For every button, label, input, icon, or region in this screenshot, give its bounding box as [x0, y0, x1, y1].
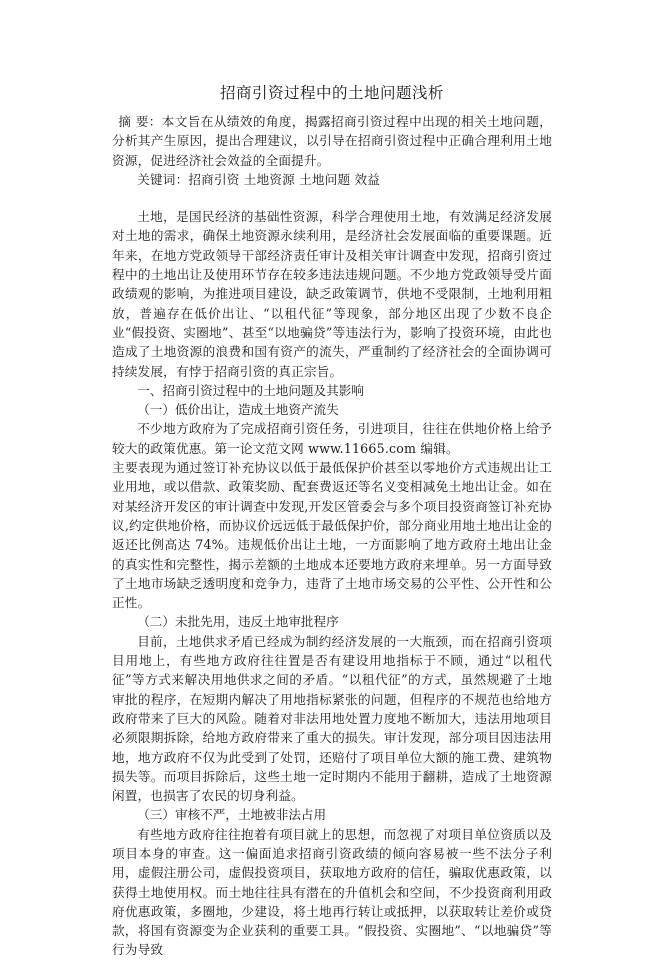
- subsection1-paragraph-2: 主要表现为通过签订补充协议以低于最低保护价甚至以零地价方式违规出让工业用地，或以借款、政策奖励、配套费返还等名义变相减免土地出让金。如在对某经济开发区的审计调查中发现,开发区管委会与多个项目投资商签订补充协议,约定供地价格，而协议价远远低于最低保护价，部分商业用地土地出让金的返还比例高达 74%。违规低价出让土地，一方面影响了地方政府土地出让金的真实性和完整性，揭示差额的土地成本还要地方政府来埋单。另一方面导致了土地市场缺乏透明度和竞争力，违背了土地市场交易的公平性、公开性和公正性。: [112, 460, 552, 611]
- paper-title: 招商引资过程中的土地问题浅析: [219, 84, 444, 102]
- keywords-label: 关键词：: [137, 171, 189, 187]
- subsection3-heading: （三）审核不严，土地被非法占用: [137, 807, 327, 823]
- keywords: [112, 170, 552, 189]
- subsection3-paragraph-1: 有些地方政府往往抱着有项目就上的思想，而忽视了对项目单位资质以及项目本身的审查。这一偏面追求招商引资政绩的倾向容易被一些不法分子利用，虚假注册公司，虚假投资项目，获取地方政府的信任，骗取优惠政策，以获得土地使用权。而土地往往具有潜在的升值机会和空间，不少投资商利用政府优惠政策，多圈地，少建设，将土地再行转让或抵押，以获取转让差价或贷款，将国有资源变为企业获利的重要工具。“假投资、实圈地”、“以地骗贷”等行为导致: [112, 826, 552, 958]
- intro-paragraph: 土地，是国民经济的基础性资源，科学合理使用土地，有效满足经济发展对土地的需求，确保土地资源永续利用，是经济社会发展面临的重要课题。近年来，在地方党政领导干部经济责任审计及相关审计调查中发现，招商引资过程中的土地出让及使用环节存在较多违法违规问题。不少地方党政领导受片面政绩观的影响，为推进项目建设，缺乏政策调节，供地不受限制，土地利用粗放，普遍存在低价出让、“以租代征”等现象，部分地区出现了少数不良企业“假投资、实圈地”、甚至“以地骗贷”等违法行为，影响了投资环境，由此也造成了土地资源的浪费和国有资产的流失，严重制约了经济社会的全面协调可持续发展，有悖于招商引资的真正宗旨。: [112, 209, 552, 379]
- subsection1-paragraph-1: 不少地方政府为了完成招商引资任务，引进项目，往往在供地价格上给予较大的政策优惠。第一论文范文网 www.11665.com 编辑。: [112, 421, 552, 456]
- subsection2-heading: （二）未批先用，违反土地审批程序: [137, 614, 339, 630]
- document-page: [112, 82, 552, 960]
- keywords-text: 招商引资 土地资源 土地问题 效益: [188, 171, 381, 187]
- subsection1-heading: （一）低价出让，造成土地资产流失: [137, 402, 339, 418]
- section1-heading: 一、招商引资过程中的土地问题及其影响: [137, 382, 364, 398]
- abstract-label: 摘 要：: [118, 114, 162, 129]
- abstract: [112, 112, 552, 170]
- abstract-text: 本文旨在从绩效的角度，揭露招商引资过程中出现的相关土地问题，分析其产生原因，提出合理建议，以引导在招商引资过程中正确合理利用土地资源，促进经济社会效益的全面提升。: [112, 114, 553, 168]
- subsection2-paragraph-1: 目前，土地供求矛盾已经成为制约经济发展的一大瓶颈，而在招商引资项目用地上，有些地方政府往往置是否有建设用地指标于不顾，通过“以租代征”等方式来解决用地供求之间的矛盾。“以租代征”的方式，虽然规避了土地审批的程序，在短期内解决了用地指标紧张的问题，但程序的不规范也给地方政府带来了巨大的风险。随着对非法用地处置力度地不断加大，违法用地项目必须限期拆除，给地方政府带来了重大的损失。审计发现，部分项目因违法用地，地方政府不仅为此受到了处罚，还赔付了项目单位大额的施工费、建筑物损失等。而项目拆除后，这些土地一定时期内不能用于翻耕，造成了土地资源闲置，也损害了农民的切身利益。: [112, 633, 552, 804]
